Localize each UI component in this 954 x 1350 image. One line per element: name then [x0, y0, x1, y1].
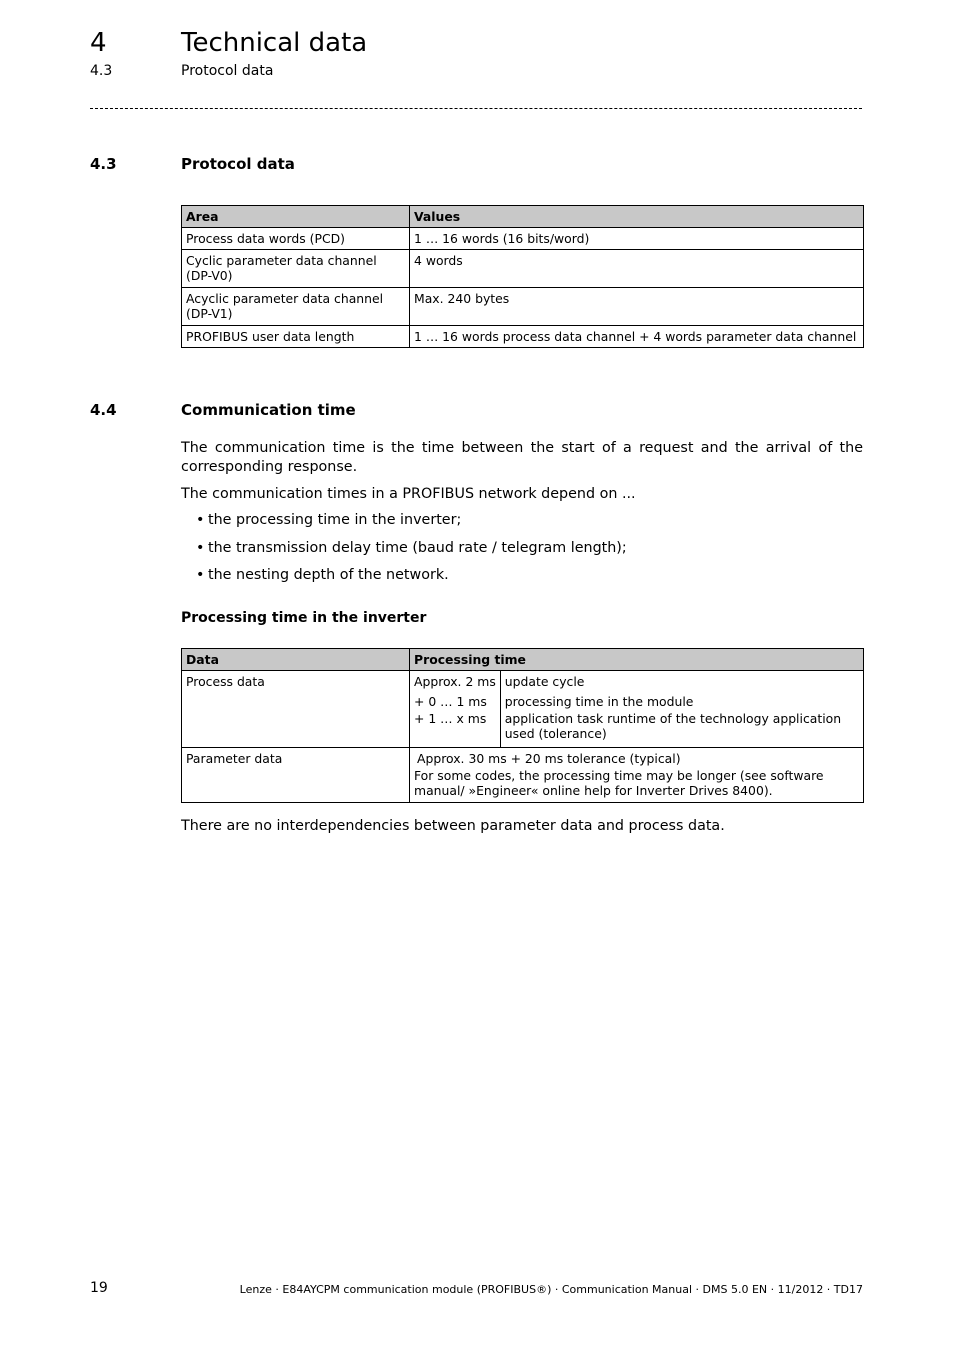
- table-cell: Process data: [182, 671, 410, 693]
- table-cell: Cyclic parameter data channel (DP-V0): [182, 250, 410, 288]
- list-item: • the processing time in the inverter;: [196, 512, 462, 528]
- table-cell: PROFIBUS user data length: [182, 326, 410, 348]
- header-divider: [90, 108, 862, 109]
- table-cell: processing time in the module: [500, 692, 863, 709]
- table-cell: + 1 … x ms: [410, 709, 501, 748]
- list-item: • the transmission delay time (baud rate / telegram length);: [196, 540, 627, 556]
- table-cell: Approx. 2 ms: [410, 671, 501, 693]
- table-row: [182, 326, 864, 348]
- table-header-row: [182, 206, 864, 228]
- table-row: [182, 228, 864, 250]
- column-header-values: Values: [410, 206, 864, 228]
- column-header-area: Area: [182, 206, 410, 228]
- table-cell: 1 … 16 words (16 bits/word): [410, 228, 864, 250]
- table-cell: 1 … 16 words process data channel + 4 words parameter data channel: [410, 326, 864, 348]
- list-item: • the nesting depth of the network.: [196, 567, 449, 583]
- column-header-processing-time: Processing time: [410, 649, 864, 671]
- section-number: 4.3: [90, 155, 117, 173]
- table-cell: Process data words (PCD): [182, 228, 410, 250]
- footer-text: Lenze · E84AYCPM communication module (PROFIBUS®) · Communication Manual · DMS 5.0 EN · 11/2012 · TD17: [239, 1283, 863, 1296]
- paragraph: There are no interdependencies between parameter data and process data.: [181, 818, 725, 834]
- table-cell: [410, 748, 864, 803]
- page-number: 19: [90, 1280, 108, 1296]
- protocol-data-table: [181, 205, 864, 348]
- table-cell: application task runtime of the technology application used (tolerance): [500, 709, 863, 748]
- parameter-time-line: Approx. 30 ms + 20 ms tolerance (typical): [417, 751, 681, 766]
- chapter-title: Technical data: [181, 28, 368, 58]
- table-row: [182, 288, 864, 326]
- list-item-text: the processing time in the inverter;: [208, 512, 462, 528]
- processing-time-table: [181, 648, 864, 803]
- table-cell: update cycle: [500, 671, 863, 693]
- header-section-number: 4.3: [90, 63, 113, 79]
- column-header-data: Data: [182, 649, 410, 671]
- header-section-title: Protocol data: [181, 63, 274, 79]
- section-title: Communication time: [181, 401, 356, 419]
- parameter-time-note: For some codes, the processing time may be longer (see software manual/ »Engineer« online help for Inverter Drives 8400).: [414, 768, 824, 798]
- table-cell: 4 words: [410, 250, 864, 288]
- section-title: Protocol data: [181, 155, 295, 173]
- table-cell: Max. 240 bytes: [410, 288, 864, 326]
- table-cell: Parameter data: [182, 748, 410, 803]
- subheading: Processing time in the inverter: [181, 610, 427, 626]
- paragraph: The communication time is the time between the start of a request and the arrival of the corresponding response.: [181, 440, 863, 475]
- section-number: 4.4: [90, 401, 117, 419]
- list-item-text: the transmission delay time (baud rate / telegram length);: [208, 540, 627, 556]
- chapter-number: 4: [90, 28, 107, 58]
- table-row: [182, 250, 864, 288]
- table-row: [182, 748, 864, 803]
- table-header-row: [182, 649, 864, 671]
- list-item-text: the nesting depth of the network.: [208, 567, 449, 583]
- table-row: [182, 692, 864, 709]
- table-row: [182, 709, 864, 748]
- table-row: [182, 671, 864, 693]
- table-cell: + 0 … 1 ms: [410, 692, 501, 709]
- paragraph: The communication times in a PROFIBUS network depend on ...: [181, 486, 636, 502]
- table-cell: Acyclic parameter data channel (DP-V1): [182, 288, 410, 326]
